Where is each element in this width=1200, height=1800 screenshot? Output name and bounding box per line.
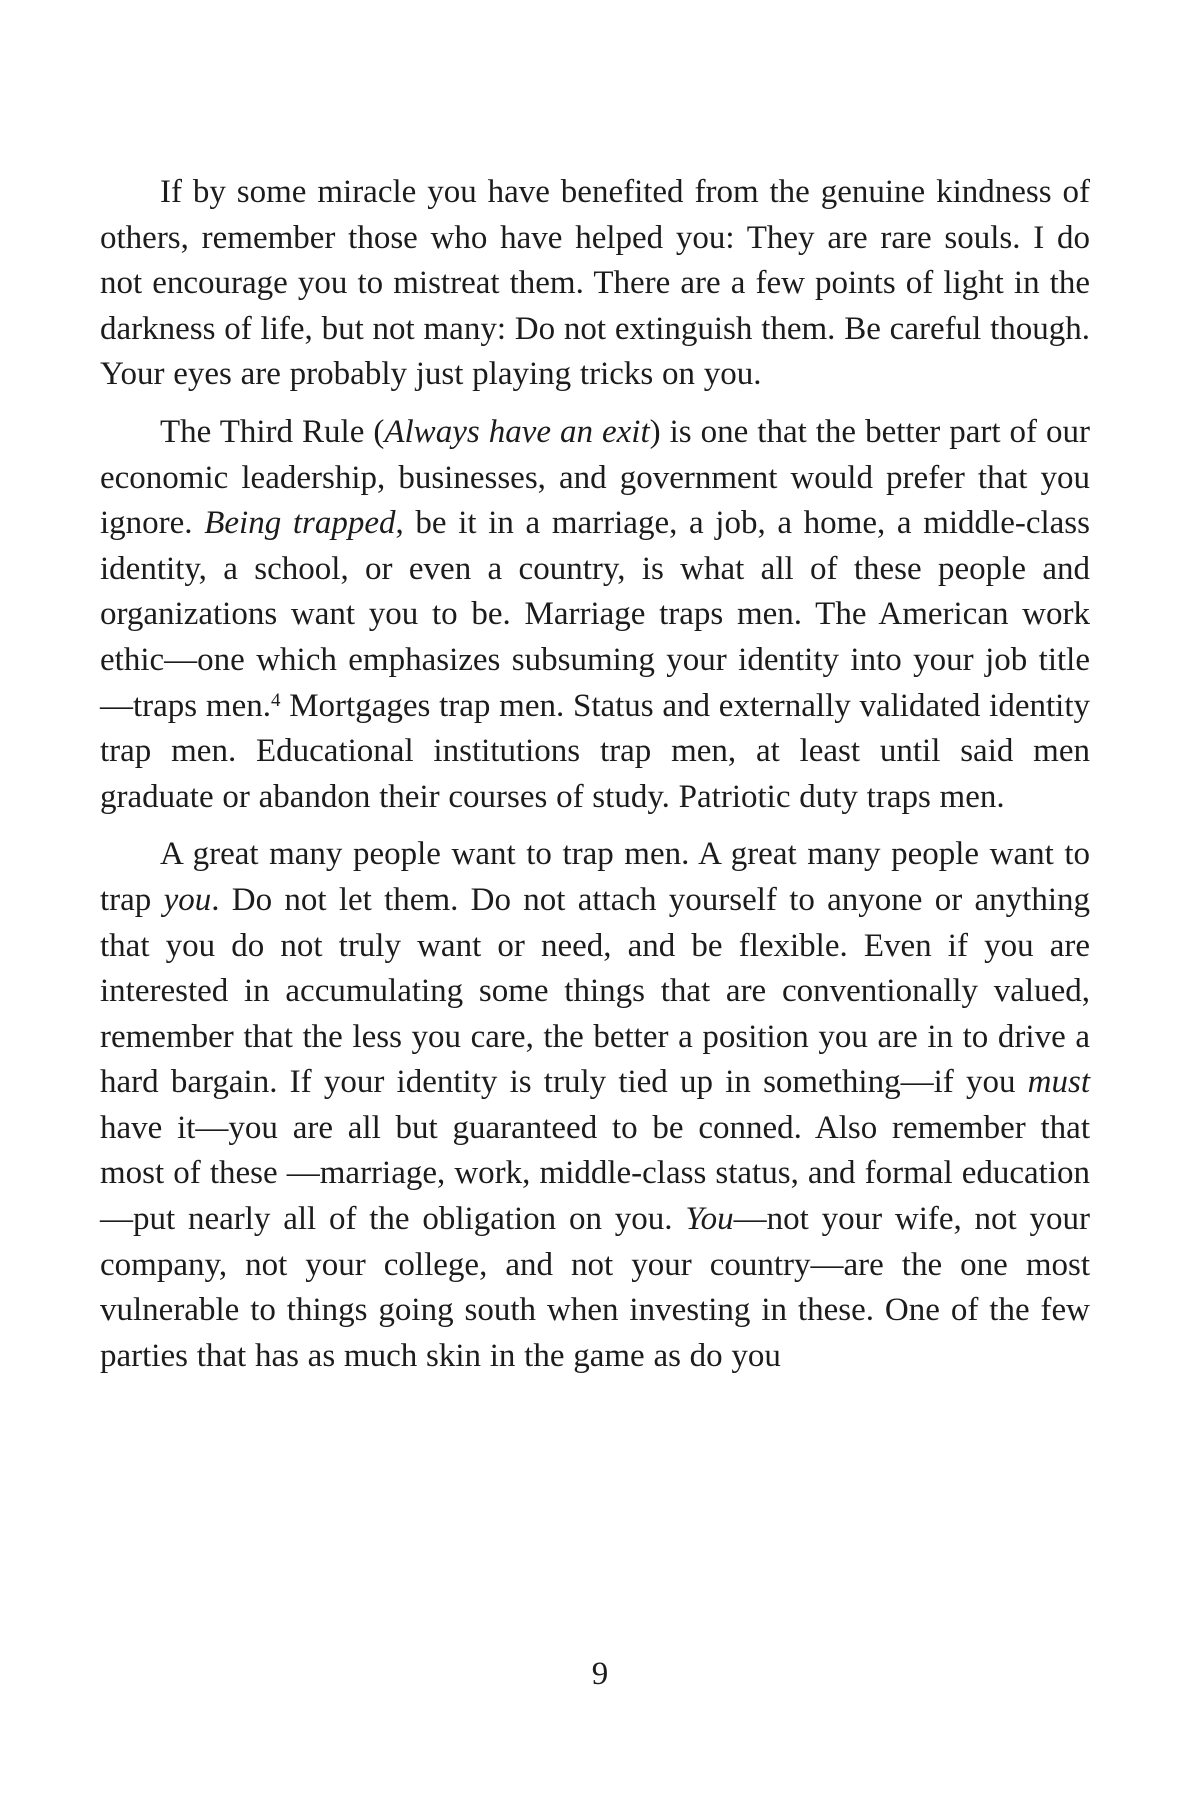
page-number: 9 [591, 1656, 609, 1692]
page-body [100, 170, 1090, 1391]
italic-text: Always have an exit [384, 413, 650, 450]
text-run: Mortgages trap men. Status and externally validated identity trap men. Educational institutions trap men, at least until said men graduate or abandon their courses of study. Patriotic duty traps men. [100, 687, 1091, 815]
italic-text: you [163, 881, 212, 918]
text-run: A great many people want to trap men. A great many people want to trap [100, 836, 1090, 918]
text-run: —not your wife, not your company, not your college, and not your country—are the one most vulnerable to things going south when investing in these. One of the few parties that has as much skin in the game as do you [100, 1201, 1091, 1374]
text-run: . Do not let them. Do not attach yourself to anyone or anything that you do not truly want or need, and be flexible. Even if you are interested in accumulating some things that are conventionally valued, remember that the less you care, the better a position you are in to drive a hard bargain. If your identity is truly tied up in something—if you [100, 881, 1090, 1101]
footnote-marker: 4 [270, 689, 281, 711]
text-run: , be it in a marriage, a job, a home, a middle-class identity, a school, or even a country, is what all of these people and organizations want you to be. Marriage traps men. The American work ethic—one which emphasizes subsuming your identity into your job title—traps men. [100, 505, 1090, 724]
paragraph-2 [100, 410, 1090, 820]
italic-text: must [1027, 1064, 1090, 1101]
paragraph-3 [100, 832, 1090, 1379]
italic-text: You [685, 1201, 734, 1238]
text-run: ) is one that the better part of our economic leadership, businesses, and government would prefer that you ignore. [100, 413, 1090, 542]
text-run: If by some miracle you have benefited from the genuine kindness of others, remember those who have helped you: They are rare souls. I do not encourage you to mistreat them. There are a few points of light in the darkness of life, but not many: Do not extinguish them. Be careful though. Your eyes are probably just playing tricks on you. [100, 174, 1090, 393]
paragraph-1 [100, 170, 1090, 398]
italic-text: Being trapped [204, 505, 396, 542]
text-run: The Third Rule ( [160, 413, 385, 450]
text-run: have it—you are all but guaranteed to be conned. Also remember that most of these —marriage, work, middle-class status, and formal education—put nearly all of the obligation on you. [100, 1109, 1090, 1238]
